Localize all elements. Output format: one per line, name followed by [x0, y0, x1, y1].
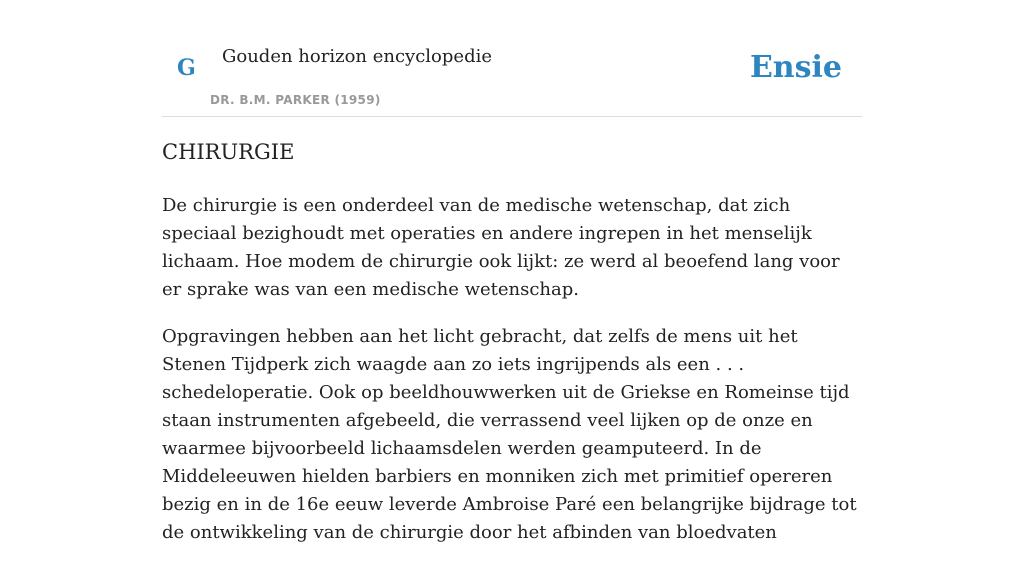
source-logo-icon[interactable]: G [177, 55, 196, 81]
page [162, 0, 862, 543]
source-title[interactable]: Gouden horizon encyclopedie [222, 46, 492, 67]
article-paragraph: Opgravingen hebben aan het licht gebracht, dat zelfs de mens uit het Stenen Tijdperk zich waagde aan zo iets ingrijpends als een . . . schedeloperatie. Ook op beeldhouwwerken uit de Griekse en Romeinse tijd staan instrumenten afgebeeld, die verrassend veel lijken op de onze en waarmee bijvoorbeeld lichaamsdelen werden geamputeerd. In de Middeleeuwen hielden barbiers en monniken zich met primitief opereren bezig en in de 16e eeuw leverde Ambroise Paré een belangrijke bijdrage tot de ontwikkeling van de chirurgie door het afbinden van bloedvaten [162, 326, 857, 543]
page-title: CHIRURGIE [162, 140, 295, 164]
header [162, 0, 862, 117]
article-paragraph: De chirurgie is een onderdeel van de medische wetenschap, dat zich speciaal bezighoudt met operaties en andere ingrepen in het menselijk lichaam. Hoe modem de chirurgie ook lijkt: ze werd al beoefend lang voor er sprake was van een medische wetenschap. [162, 195, 840, 300]
article-body [162, 192, 862, 566]
source-author: DR. B.M. PARKER (1959) [210, 93, 381, 107]
brand-logo[interactable]: Ensie [749, 50, 842, 85]
